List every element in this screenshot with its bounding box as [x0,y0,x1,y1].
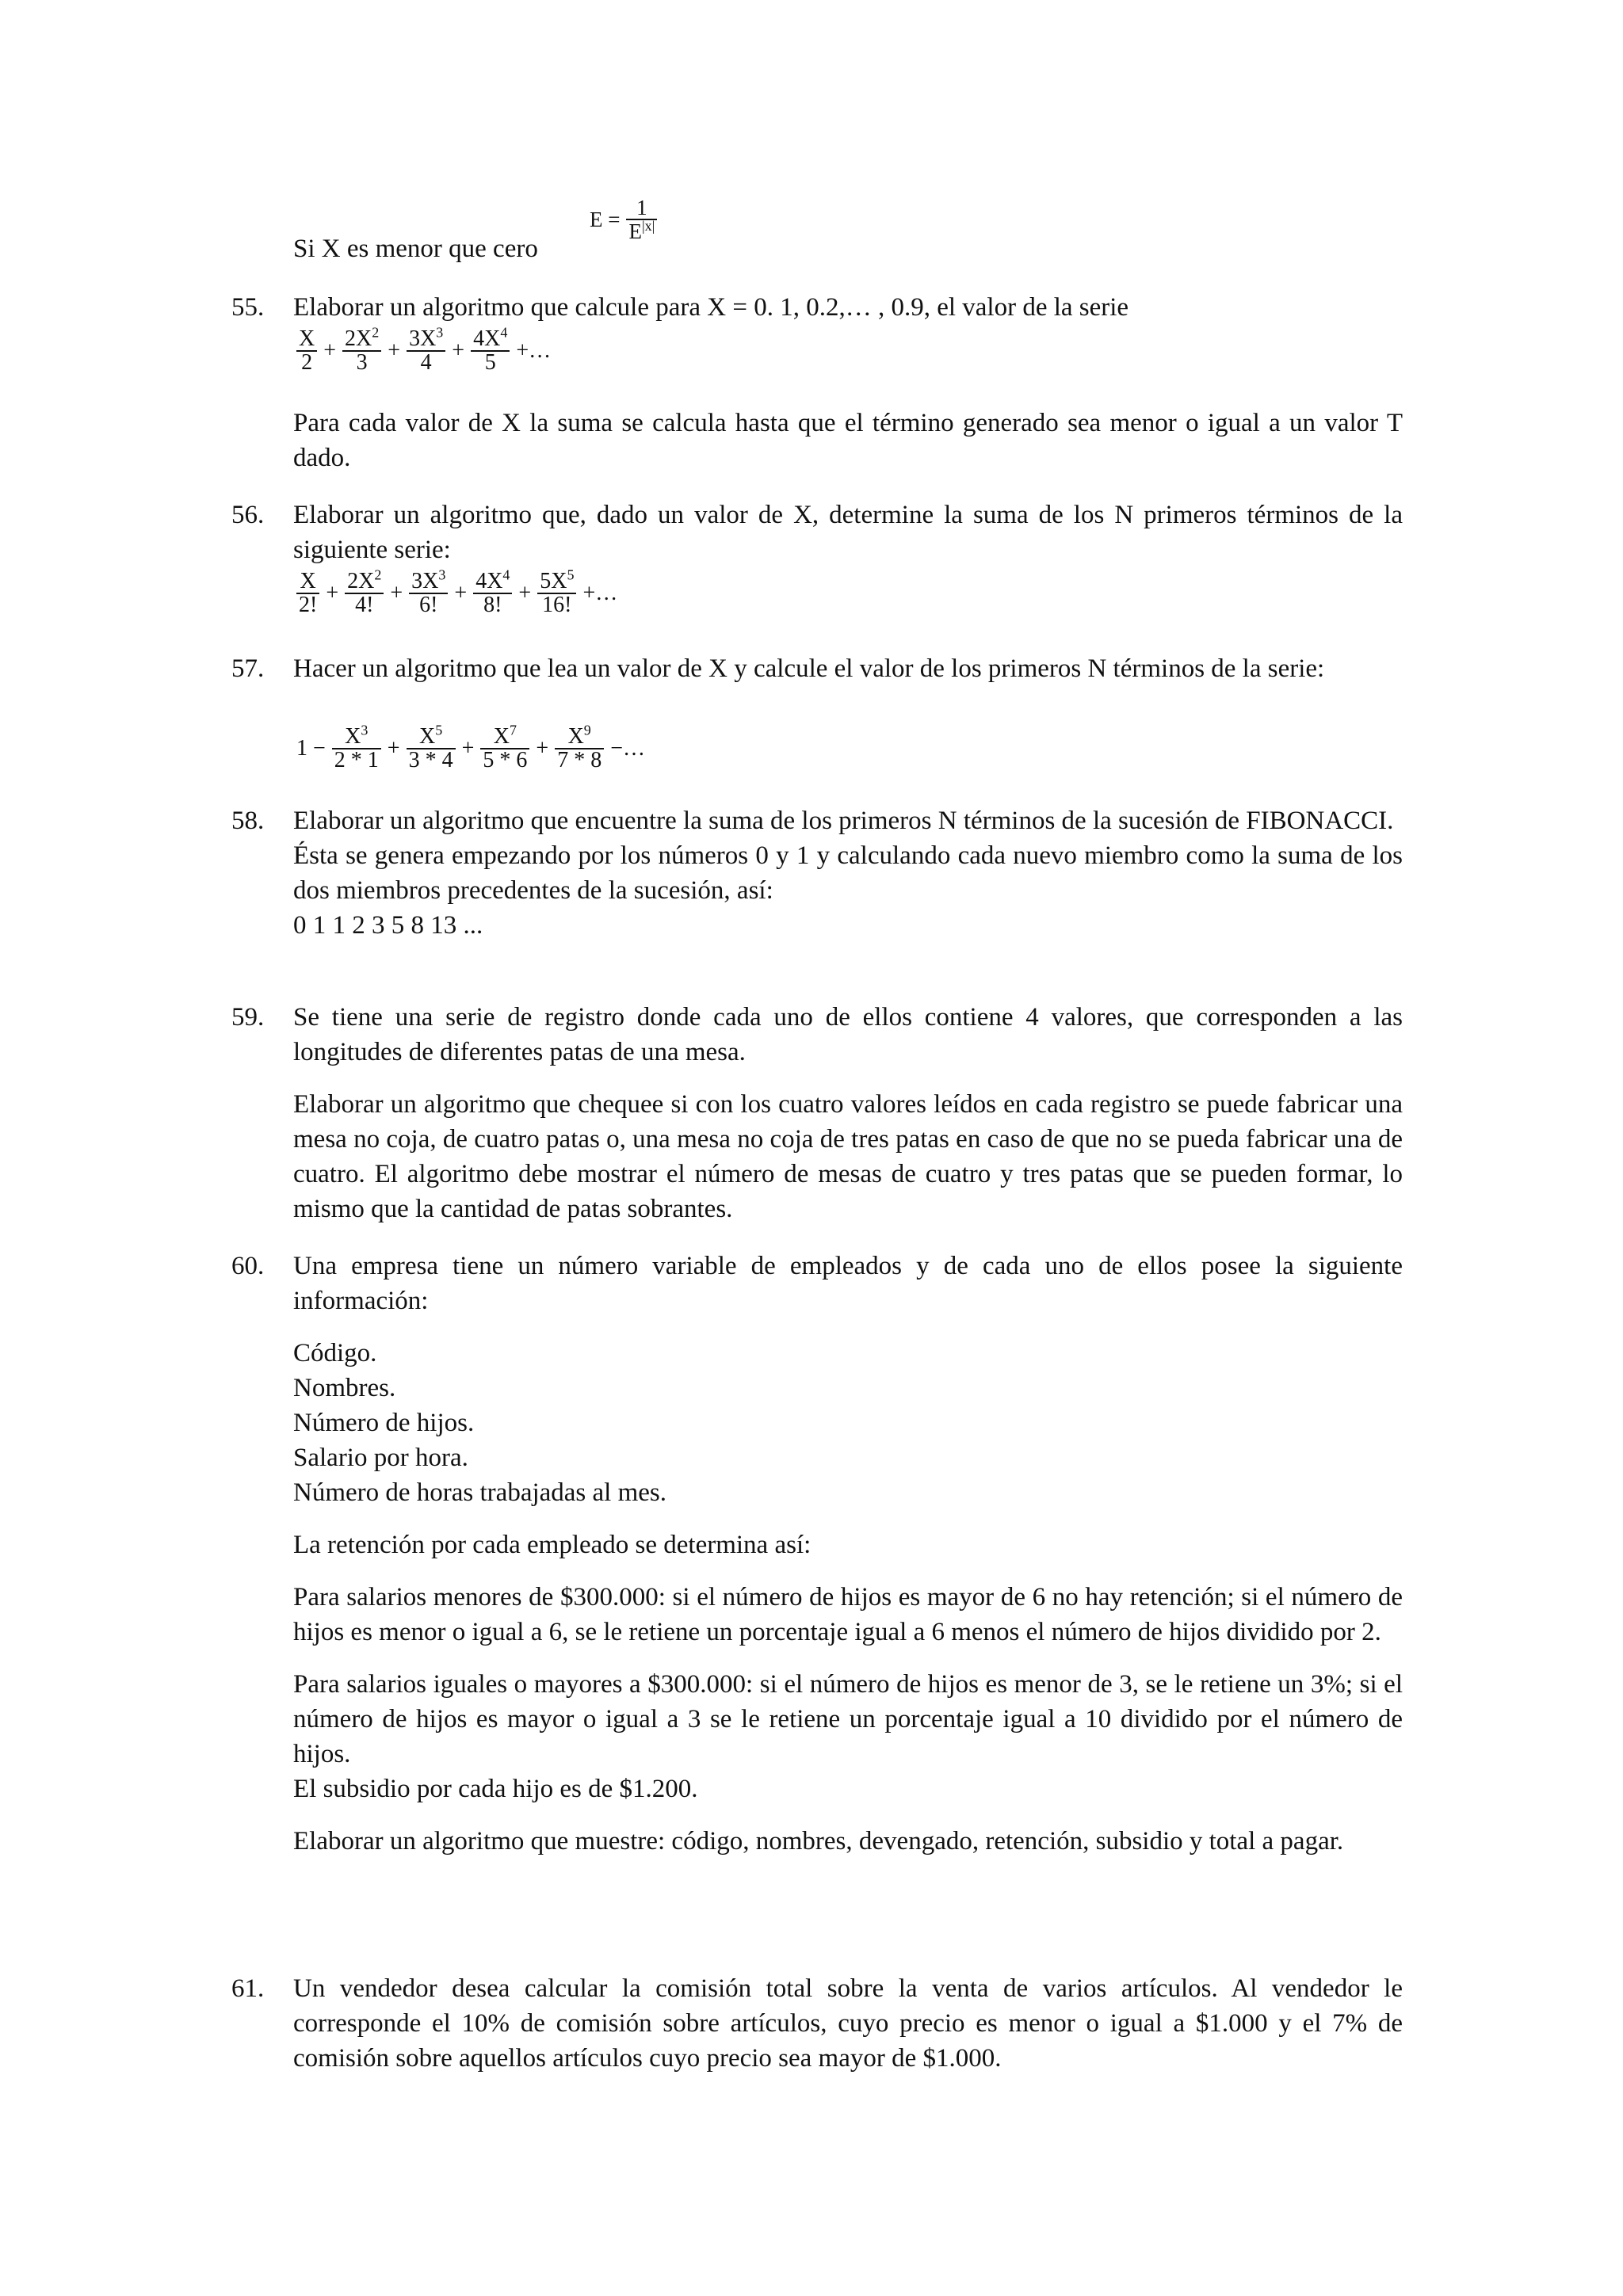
series-term: $\frac{2X^2}{4!}$ [345,570,384,616]
series-formula: $\frac{X}{2}$ + $\frac{2X^2}{3}$ + $\frac{3X^3}{4}$ + $\frac{4X^4}{5}$ +… [293,328,554,374]
series-term: $\frac{2X^2}{3}$ [342,328,381,374]
field-item: Código. [293,1339,377,1367]
formula-numerator: 1 [626,196,657,220]
series-term: $\frac{X^7}{5 * 6}$ [480,726,529,772]
series-term: $\frac{3X^3}{6!}$ [409,570,448,616]
exercise-text: Elaborar un algoritmo que encuentre la suma de los primeros N términos de la sucesión de FIBONACCI. Ésta se genera empezando por los números 0 y 1 y calculando cada nuevo miembro como la suma de los dos miembros precedentes de la sucesión, así: 0 1 1 2 3 5 8 13 ... [293,807,1403,940]
exercise-number: 61. [231,1974,265,2003]
exercise-number: 57. [231,654,265,683]
intro-formula [586,196,660,242]
intro-text: Si X es menor que cero [293,235,538,263]
series-term: $\frac{X}{2!}$ [296,570,319,616]
exercise-text: Para cada valor de X la suma se calcula hasta que el término generado sea menor o igual a un valor T dado. [293,409,1403,472]
series-term: $\frac{5X^5}{16!}$ [537,570,576,616]
exercise-text: Un vendedor desea calcular la comisión total sobre la venta de varios artículos. Al vendedor le corresponde el 10% de comisión sobre artículos, cuyo precio es menor o igual a $1.000 y el 7% de comisión sobre aquellos artículos cuyo precio sea mayor de $1.000. [293,1974,1403,2073]
field-item: Salario por hora. [293,1444,468,1472]
exercise-number: 58. [231,807,265,835]
formula-fraction [626,196,657,242]
series-term: $\frac{X^9}{7 * 8}$ [555,726,604,772]
field-item: Número de hijos. [293,1409,475,1437]
field-item: Nombres. [293,1374,396,1402]
series-term: $\frac{X^3}{2 * 1}$ [332,726,381,772]
series-term: $\frac{4X^4}{8!}$ [473,570,512,616]
exercise-number: 60. [231,1252,265,1280]
series-term: $\frac{4X^4}{5}$ [471,328,510,374]
exercise-number: 59. [231,1003,265,1032]
series-term: $\frac{X}{2}$ [296,328,317,374]
exercise-text: Elaborar un algoritmo que calcule para X = 0. 1, 0.2,… , 0.9, el valor de la serie [293,293,1129,322]
series-term: $\frac{3X^3}{4}$ [407,328,445,374]
exercise-number: 55. [231,293,265,322]
series-formula: $\frac{X}{2!}$ + $\frac{2X^2}{4!}$ + $\frac{3X^3}{6!}$ + $\frac{4X^4}{8!}$ + $\frac{5X^5}{16!}$ +… [293,570,621,616]
exercise-number: 56. [231,501,265,529]
exercise-text: Hacer un algoritmo que lea un valor de X y calcule el valor de los primeros N términos de la serie: [293,654,1325,683]
exercise-text: Se tiene una serie de registro donde cada uno de ellos contiene 4 valores, que corresponden a las longitudes de diferentes patas de una mesa. Elaborar un algoritmo que chequee si con los cuatro valores leídos en cada registro se puede fabricar una mesa no coja, de cuatro patas o, una mesa no coja de tres patas en caso de que no se pueda fabricar una de cuatro. El algoritmo debe mostrar el número de mesas de cuatro y tres patas que se pueden formar, lo mismo que la cantidad de patas sobrantes. [293,1003,1403,1223]
field-item: Número de horas trabajadas al mes. [293,1478,666,1507]
series-formula: 1 − $\frac{X^3}{2 * 1}$ + $\frac{X^5}{3 * 4}$ + $\frac{X^7}{5 * 6}$ + $\frac{X^9}{7 * 8}$ −… [296,722,645,772]
formula-lhs: E = [590,208,621,231]
series-term: $\frac{X^5}{3 * 4}$ [407,726,456,772]
exercise-text: Elaborar un algoritmo que, dado un valor de X, determine la suma de los N primeros términos de la siguiente serie: [293,501,1403,564]
formula-denominator: $E^{|x|}$ [628,218,655,243]
exercise-text: Una empresa tiene un número variable de empleados y de cada uno de ellos posee la siguiente información: Código. Nombres. Número de hijos. Salario por hora. Número de horas trabajadas al mes. La retención por cada empleado se determina así: Para salarios menores de $300.000: si el número de hijos es mayor de 6 no hay retención; si el número de hijos es menor o igual a 6, se le retiene un porcentaje igual a 6 menos el número de hijos dividido por 2. Para salarios iguales o mayores a $300.000: si el número de hijos es menor de 3, se le retiene un 3%; si el número de hijos es mayor o igual a 3 se le retiene un porcentaje igual a 10 dividido por el número de hijos. El subsidio por cada hijo es de $1.200. Elaborar un algoritmo que muestre: código, nombres, devengado, retención, subsidio y total a pagar. [293,1252,1403,1855]
